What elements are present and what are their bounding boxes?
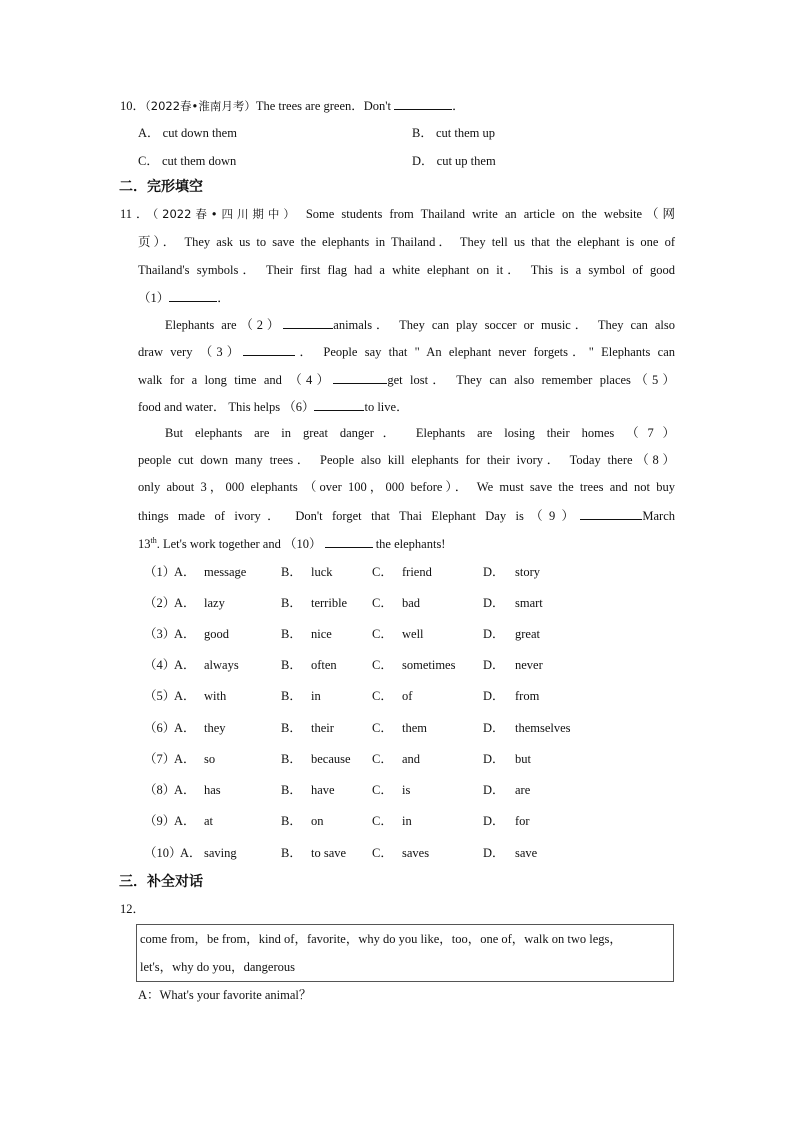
q11-text: animals． They can play soccer or music． They can also: [333, 318, 675, 332]
cloze-option-letter: B．: [281, 565, 302, 579]
cloze-option-letter: A．: [174, 689, 196, 703]
q11-line-7: [138, 371, 675, 388]
cloze-option-text[interactable]: terrible: [311, 596, 348, 610]
cloze-option-text[interactable]: smart: [515, 596, 543, 610]
cloze-option-letter: B．: [281, 814, 302, 828]
cloze-option-letter: C．: [372, 565, 393, 579]
dialog-line-a: A：What's your favorite animal？: [138, 988, 312, 1002]
option-letter: D．: [412, 154, 434, 168]
cloze-item-number: （6）: [144, 721, 176, 735]
cloze-item-number: （9）: [144, 814, 176, 828]
cloze-option-letter: B．: [281, 846, 302, 860]
cloze-option-letter: D．: [483, 627, 505, 641]
q11-text: get lost． They can also remember places（5）: [387, 373, 675, 387]
cloze-option-letter: A．: [174, 627, 196, 641]
cloze-option-text[interactable]: sometimes: [402, 658, 456, 672]
cloze-option-text[interactable]: in: [402, 814, 412, 828]
cloze-option-text[interactable]: often: [311, 658, 337, 672]
option-text: cut them up: [435, 126, 495, 140]
cloze-option-letter: A．: [180, 846, 202, 860]
cloze-option-letter: A．: [174, 596, 196, 610]
cloze-item-number: （4）: [144, 658, 176, 672]
cloze-option-letter: B．: [281, 596, 302, 610]
cloze-option-text[interactable]: on: [311, 814, 324, 828]
cloze-option-text[interactable]: for: [515, 814, 530, 828]
cloze-option-text[interactable]: their: [311, 721, 334, 735]
q10-end: ．: [452, 99, 465, 113]
q10-source: （2022春•淮南月考）: [145, 99, 256, 113]
q11-line-1: [120, 206, 675, 222]
cloze-option-text[interactable]: great: [515, 627, 540, 641]
cloze-item-number: （7）: [144, 752, 176, 766]
cloze-option-letter: B．: [281, 627, 302, 641]
blank-1[interactable]: [169, 289, 217, 302]
section-title-cloze: 二．完形填空: [119, 179, 203, 195]
cloze-option-letter: D．: [483, 752, 505, 766]
cloze-option-text[interactable]: in: [311, 689, 321, 703]
cloze-option-letter: D．: [483, 565, 505, 579]
cloze-option-letter: B．: [281, 783, 302, 797]
q11-text: Some students from Thailand write an article on the website（网: [305, 207, 675, 221]
cloze-option-letter: D．: [483, 658, 505, 672]
cloze-option-letter: A．: [174, 658, 196, 672]
cloze-option-letter: A．: [174, 814, 196, 828]
cloze-option-letter: B．: [281, 721, 302, 735]
cloze-item-number: （5）: [144, 689, 176, 703]
cloze-option-letter: C．: [372, 814, 393, 828]
cloze-option-letter: C．: [372, 689, 393, 703]
word-bank-box: [136, 924, 674, 982]
word-bank-line-1: come from，be from，kind of，favorite，why do you like，too，one of，walk on two legs，: [140, 932, 622, 946]
cloze-option-letter: C．: [372, 846, 393, 860]
cloze-option-text[interactable]: from: [515, 689, 540, 703]
cloze-option-text[interactable]: lazy: [204, 596, 225, 610]
blank-6[interactable]: [314, 398, 364, 411]
q11-source: （2022春•四川期中）: [152, 207, 299, 221]
option-letter: B．: [412, 126, 433, 140]
cloze-option-text[interactable]: bad: [402, 596, 421, 610]
cloze-option-letter: D．: [483, 689, 505, 703]
cloze-option-letter: D．: [483, 596, 505, 610]
option-letter: A．: [138, 126, 160, 140]
option-text: cut them down: [161, 154, 237, 168]
q10-stem: [120, 97, 465, 114]
q11-line-9: But elephants are in great danger． Elephants are losing their homes （7）: [165, 426, 675, 440]
cloze-option-text[interactable]: story: [515, 565, 540, 579]
blank-num-6: food and water． This helps （6）: [138, 400, 315, 414]
q10-option-c[interactable]: [138, 153, 236, 169]
cloze-option-letter: B．: [281, 689, 302, 703]
cloze-option-letter: C．: [372, 596, 393, 610]
cloze-option-text[interactable]: they: [204, 721, 226, 735]
q10-stem-text: The trees are green．Don't: [255, 99, 392, 113]
q11-line-4: [138, 289, 675, 306]
cloze-item-number: （2）: [144, 596, 176, 610]
q10-option-a[interactable]: [138, 125, 237, 141]
q11-date: 13: [138, 537, 151, 551]
cloze-item-number: （10）: [144, 846, 182, 860]
cloze-option-letter: C．: [372, 658, 393, 672]
cloze-option-letter: C．: [372, 721, 393, 735]
q11-line-12: [138, 507, 675, 524]
cloze-option-letter: A．: [174, 721, 196, 735]
q11-line-8: [138, 398, 675, 415]
cloze-option-text[interactable]: have: [311, 783, 335, 797]
cloze-option-text[interactable]: but: [515, 752, 531, 766]
cloze-option-letter: A．: [174, 783, 196, 797]
blank-num-1: （1）: [138, 291, 170, 305]
cloze-option-text[interactable]: message: [204, 565, 247, 579]
blank-9[interactable]: [580, 507, 642, 520]
cloze-option-text[interactable]: has: [204, 783, 221, 797]
cloze-option-text[interactable]: is: [402, 783, 411, 797]
blank-3[interactable]: [243, 343, 295, 356]
option-text: cut down them: [162, 126, 237, 140]
q11-line-10: people cut down many trees． People also kill elephants for their ivory． Today there（8）: [138, 453, 675, 467]
cloze-option-text[interactable]: themselves: [515, 721, 571, 735]
q11-text: ． People say that " An elephant never forgets．" Elephants can: [295, 345, 675, 359]
cloze-option-letter: A．: [174, 565, 196, 579]
cloze-option-text[interactable]: them: [402, 721, 427, 735]
blank-num-4: walk for a long time and （4）: [138, 373, 334, 387]
q12-number: 12．: [120, 902, 146, 916]
cloze-item-number: （1）: [144, 565, 176, 579]
cloze-option-letter: C．: [372, 783, 393, 797]
cloze-option-text[interactable]: saving: [204, 846, 237, 860]
cloze-option-text[interactable]: because: [311, 752, 351, 766]
cloze-option-letter: D．: [483, 846, 505, 860]
q11-text: ．: [217, 291, 230, 305]
cloze-option-text[interactable]: always: [204, 658, 239, 672]
cloze-option-letter: D．: [483, 721, 505, 735]
blank-num-3: draw very （3）: [138, 345, 244, 359]
cloze-option-text[interactable]: are: [515, 783, 531, 797]
blank-num-10: . Let's work together and （10）: [156, 537, 322, 551]
cloze-option-text[interactable]: at: [204, 814, 214, 828]
cloze-option-letter: B．: [281, 658, 302, 672]
q10-number: 10．: [120, 99, 146, 113]
q11-line-13: [138, 535, 675, 552]
cloze-option-text[interactable]: save: [515, 846, 538, 860]
cloze-item-number: （3）: [144, 627, 176, 641]
cloze-option-text[interactable]: well: [402, 627, 424, 641]
cloze-option-text[interactable]: with: [204, 689, 227, 703]
q11-line-11: only about 3，000 elephants （over 100，000 before）． We must save the trees and not buy: [138, 480, 675, 494]
cloze-option-letter: B．: [281, 752, 302, 766]
cloze-option-text[interactable]: friend: [402, 565, 432, 579]
blank-num-2: Elephants are（2）: [165, 318, 284, 332]
cloze-option-text[interactable]: nice: [311, 627, 332, 641]
cloze-option-text[interactable]: luck: [311, 565, 333, 579]
cloze-option-text[interactable]: saves: [402, 846, 430, 860]
cloze-option-letter: D．: [483, 814, 505, 828]
cloze-option-text[interactable]: good: [204, 627, 229, 641]
option-letter: C．: [138, 154, 159, 168]
cloze-option-text[interactable]: to save: [311, 846, 347, 860]
q11-text: to live．: [364, 400, 409, 414]
cloze-option-text[interactable]: so: [204, 752, 216, 766]
cloze-option-text[interactable]: of: [402, 689, 413, 703]
q11-line-3: Thailand's symbols． Their first flag had a white elephant on it． This is a symbol of good: [138, 263, 675, 277]
q11-text: the elephants!: [375, 537, 446, 551]
blank-2[interactable]: [283, 316, 333, 329]
word-bank-line-2: let's，why do you，dangerous: [140, 960, 296, 974]
cloze-option-text[interactable]: and: [402, 752, 421, 766]
blank-num-9: things made of ivory． Don't forget that Thai Elephant Day is（9）: [138, 509, 581, 523]
blank-10[interactable]: [325, 535, 373, 548]
section-title-dialogue: 三．补全对话: [119, 874, 203, 890]
cloze-item-number: （8）: [144, 783, 176, 797]
q10-blank: [394, 97, 452, 110]
blank-4[interactable]: [333, 371, 387, 384]
q11-line-2: 页）． They ask us to save the elephants in Thailand． They tell us that the elephant is one of: [138, 235, 675, 249]
q10-option-b[interactable]: [412, 125, 495, 141]
cloze-option-letter: A．: [174, 752, 196, 766]
cloze-option-letter: C．: [372, 627, 393, 641]
q11-text: March: [642, 509, 675, 523]
cloze-option-letter: C．: [372, 752, 393, 766]
option-text: cut up them: [436, 154, 496, 168]
q11-date-suffix: th: [150, 535, 157, 545]
cloze-option-letter: D．: [483, 783, 505, 797]
cloze-option-text[interactable]: never: [515, 658, 543, 672]
q11-line-5: [165, 316, 675, 333]
q11-line-6: [138, 343, 675, 360]
q11-number: 11．: [120, 207, 153, 221]
q10-option-d[interactable]: [412, 153, 496, 169]
